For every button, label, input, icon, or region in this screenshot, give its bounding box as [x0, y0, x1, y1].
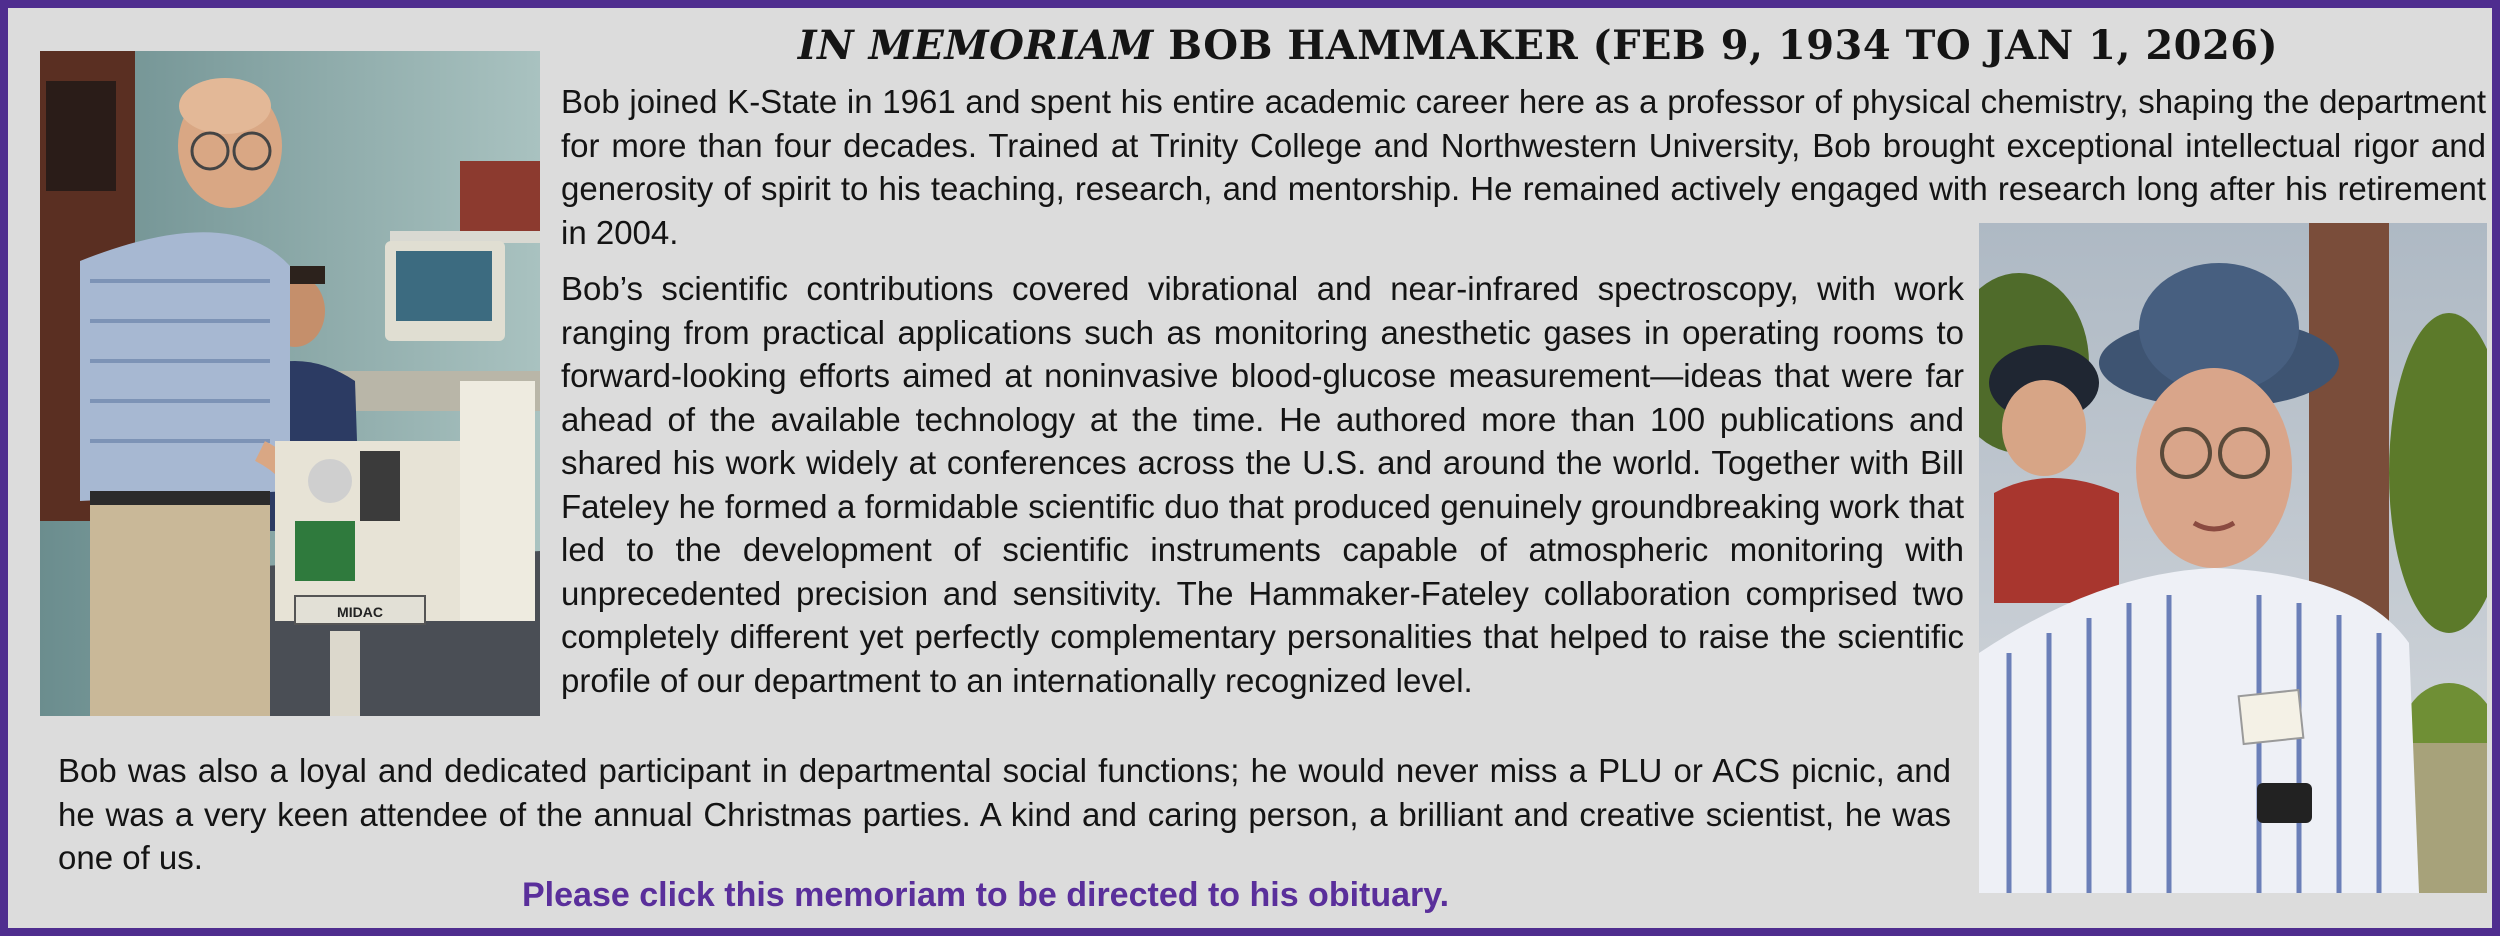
paragraph-social: Bob was also a loyal and dedicated participant in departmental social functions; he would never miss a PLU or ACS picnic, and he was a very keen attendee of the annual Christmas parties. A kind and caring person, a brilliant and creative scientist, he was one of us. [58, 752, 1951, 876]
paragraph-science: Bob’s scientific contributions covered vibrational and near-infrared spectroscopy, with work ranging from practical applications such as monitoring anesthetic gases in operating rooms to forward-looking efforts aimed at noninvasive blood-glucose measurement—ideas that were far ahead of the available technology at the time. He authored more than 100 publications and shared his work widely at conferences across the U.S. and around the world. Together with Bill Fateley he formed a formidable scientific duo that produced genuinely groundbreaking work that led to the development of scientific instruments capable of atmospheric monitoring with unprecedented precision and sensitivity. The Hammaker-Fateley collaboration comprised two completely different yet perfectly complementary personalities that helped to raise the scientific profile of our department to an internationally recognized level. [561, 270, 1964, 699]
instrument-label: MIDAC [337, 604, 383, 620]
paragraph-career: Bob joined K-State in 1961 and spent his entire academic career here as a professor of physical chemistry, shaping the department for more than four decades. Trained at Trinity College and Northwestern University, Bob brought exceptional intellectual rigor and generosity of spirit to his teaching, research, and mentorship. He remained actively engaged with research long after his retirement in 2004. [561, 83, 2486, 251]
obituary-link[interactable]: Please click this memoriam to be directed to his obituary. [522, 876, 1450, 914]
title-name-dates: BOB HAMMAKER (FEB 9, 1934 TO JAN 1, 2026) [1153, 22, 2279, 69]
portrait-photo [1979, 223, 2487, 893]
title-in-memoriam: IN MEMORIAM [797, 22, 1154, 69]
memoriam-title [588, 22, 2488, 69]
lab-photo [40, 51, 540, 716]
